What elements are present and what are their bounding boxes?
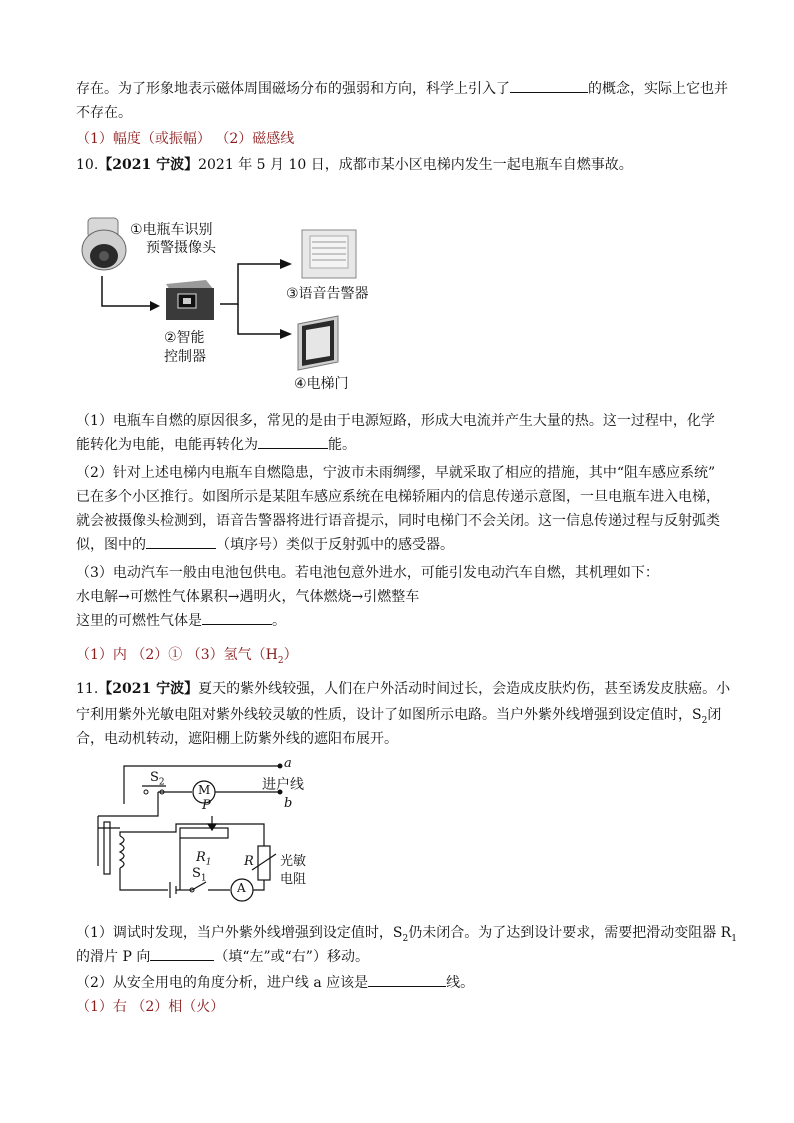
q10-p1-line-1: （1）电瓶车自燃的原因很多，常见的是由于电源短路，形成大电流并产生大量的热。这一过程中，化学 xyxy=(76,413,715,429)
resistor-r1-label: $R_1$ xyxy=(196,850,212,868)
q9-text-line-1: 存在。为了形象地表示磁体周围磁场分布的强弱和方向，科学上引入了 的概念，实际上它也并 xyxy=(76,81,728,97)
switch-s1-label: $S_1$ xyxy=(192,866,207,884)
q9-answer: （1）幅度（或振幅） （2）磁感线 xyxy=(76,131,295,147)
answer-blank xyxy=(202,612,272,625)
q10-p1-line-2: 能转化为电能，电能再转化为 能。 xyxy=(76,437,356,453)
photoresistor-label-1: 光敏 xyxy=(280,854,307,869)
elevator-door-icon xyxy=(298,316,338,370)
terminal-a-label: a xyxy=(284,756,292,771)
camera-label-2: 预警摄像头 xyxy=(146,240,216,256)
q11-intro-line-3: 合，电动机转动，遮阳棚上防紫外线的遮阳布展开。 xyxy=(76,731,398,747)
speaker-icon xyxy=(302,230,356,278)
q11-p1-line-2: 的滑片 P 向 （填“左”或“右”）移动。 xyxy=(76,949,369,965)
q10-p3-line-3: 这里的可燃性气体是 。 xyxy=(76,613,286,629)
motor-label: M xyxy=(198,783,211,797)
alarm-label: ③语音告警器 xyxy=(286,286,369,302)
q10-p3-line-1: （3）电动汽车一般由电池包供电。若电池包意外进水，可能引发电动汽车自燃，其机理如下： xyxy=(76,565,659,581)
camera-label-1: ①电瓶车识别 xyxy=(130,222,213,238)
slider-p-label: P xyxy=(202,798,211,813)
answer-blank xyxy=(510,80,588,93)
photoresistor-label-2: 电阻 xyxy=(280,872,307,887)
terminal-b-label: b xyxy=(284,796,293,811)
q11-answer: （1）右 （2）相（火） xyxy=(76,999,225,1015)
answer-blank xyxy=(258,436,328,449)
q11-intro-line-2: 宁利用紫外光敏电阻对紫外线较灵敏的性质，设计了如图所示电路。当户外紫外线增强到设定值时，$S_2$闭 xyxy=(76,707,722,726)
q10-answer: （1）内 （2）① （3）氢气$(H_2)$ xyxy=(76,647,298,666)
inlet-wire-label: 进户线 xyxy=(262,777,304,793)
camera-icon xyxy=(82,218,126,270)
door-label: ④电梯门 xyxy=(294,376,349,392)
q10-intro: 10.【2021 宁波】2021 年 5 月 10 日，成都市某小区电梯内发生一起电瓶车自燃事故。 xyxy=(76,157,633,173)
q11-intro-line-1: 11.【2021 宁波】夏天的紫外线较强，人们在户外活动时间过长，会造成皮肤灼伤，甚至诱发皮肤癌。小 xyxy=(76,681,731,697)
answer-blank xyxy=(150,948,214,961)
q9-text-line-2: 不存在。 xyxy=(76,105,132,121)
q10-p2-line-1: （2）针对上述电梯内电瓶车自燃隐患，宁波市未雨绸缪，早就采取了相应的措施，其中“阻车感应系统” xyxy=(76,465,716,481)
elevator-system-diagram xyxy=(80,212,400,400)
controller-icon xyxy=(166,280,214,320)
answer-blank xyxy=(368,974,446,987)
q11-p1-line-1: （1）调试时发现，当户外紫外线增强到设定值时，$S_2$仍未闭合。为了达到设计要求，需要把滑动变阻器 $R_1$ xyxy=(76,925,737,944)
q10-p3-line-2: 水电解→可燃性气体累积→遇明火，气体燃烧→引燃整车 xyxy=(76,589,420,605)
circuit-diagram xyxy=(84,758,324,908)
diagram-graphics xyxy=(80,212,400,400)
q11-p2: （2）从安全用电的角度分析，进户线 a 应该是 线。 xyxy=(76,975,475,991)
answer-blank xyxy=(146,536,216,549)
resistor-r-label: R xyxy=(244,854,254,869)
ammeter-label: A xyxy=(237,881,246,895)
controller-label-1: ②智能 xyxy=(164,330,205,346)
controller-label-2: 控制器 xyxy=(164,349,206,365)
switch-s2-label: $S_2$ xyxy=(150,770,165,788)
q10-p2-line-4: 似，图中的 （填序号）类似于反射弧中的感受器。 xyxy=(76,537,454,553)
q10-p2-line-3: 就会被摄像头检测到，语音告警器将进行语音提示，同时电梯门不会关闭。这一信息传递过程与反射弧类 xyxy=(76,513,720,529)
q10-p2-line-2: 已在多个小区推行。如图所示是某阻车感应系统在电梯轿厢内的信息传递示意图，一旦电瓶车进入电梯， xyxy=(76,489,720,505)
